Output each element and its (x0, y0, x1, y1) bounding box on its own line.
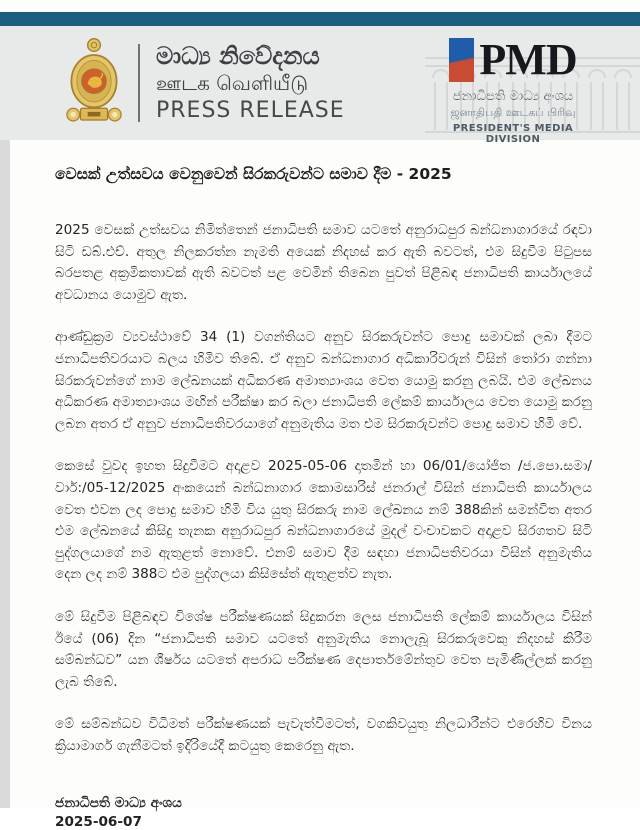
pmd-name-sinhala: ජනාධිපති මාධ්‍ය අංශය (452, 89, 574, 104)
letterhead (0, 26, 640, 145)
header-divider (138, 44, 140, 122)
release-date: 2025-06-07 (55, 814, 142, 830)
pmd-name-tamil: ஜனாதிபதி ஊடகப் பிரிவு (450, 106, 576, 119)
press-release-label-english: PRESS RELEASE (156, 97, 345, 123)
pmd-name-english: PRESIDENT'S MEDIA DIVISION (452, 123, 574, 145)
pmd-logo-mark-icon (449, 38, 474, 82)
press-release-title-block (156, 42, 345, 124)
sri-lanka-emblem-icon (66, 36, 122, 130)
pmd-logo-block (438, 35, 588, 145)
signature-line: ජනාධිපති මාධ්‍ය අංශය (55, 795, 182, 812)
paragraph-2: ආණ්ඩුක්‍රම ව්‍යවස්ථාවේ 34 (1) වගන්තියට අනුව සිරකරුවන්ට පොදු සමාවක් ලබා දීමට ජනාධිපතිවරයාට බලය හිමිව තිබේ. ඒ අනුව බන්ධනාගාර අධිකාරිවරුන් විසින් තෝරා ගන්නා සිරකරුවන්ගේ නාම ලේඛනයක් අධිකරණ අමාත්‍යාංශය වෙත යොමු කරනු ලබයි. එම ලේඛනය අධිකරණ අමාත්‍යාංශය මඟින් පරීක්ෂා කර බලා ජනාධිපති ලේකම් කාර්යාලය වෙත යොමු කරනු ලබන අතර ඒ අනුව ජනාධිපතිවරයාගේ අනුමැතිය මත එම සිරකරුවන්ට පොදු සමාව හිමි වේ. (55, 329, 592, 432)
document-title: වෙසක් උත්සවය වෙනුවෙන් සිරකරුවන්ට සමාව දීම - 2025 (55, 165, 452, 183)
press-release-label-tamil: ஊடக வெளியீடு (156, 71, 309, 96)
top-margin-strip (0, 0, 640, 12)
paragraph-3: කෙසේ වුවද ඉහත සිදුවීමට අදාළව 2025-05-06 දාතමින් හා 06/01/යෝජිත /ජ.පො.සමා/වාර්:/05-12/2025 අංකයෙන් බන්ධනාගාර කොමසාරිස් ජනරාල් විසින් ජනාධිපති කාර්යාලය වෙත එවන ලද පොදු සමාව හිමි විය යුතු සිරකරු නාම ලේඛනය නම් 388කින් සමන්විත අතර එම ලේඛනයේ කිසිදු තැනක අනුරාධපුර බන්ධනාගාරයේ මුදල් වංචාවකට අදාළව සිරගතව සිටි පුද්ගලයාගේ නම ඇතුළත් නොවේ. එනම් සමාව දීම සඳහා ජනාධිපතිවරයා විසින් අනුමැතිය දෙන ලද නම් 388ට එම පුද්ගලයා කිසිසේත් ඇතුළත්ව නැත. (55, 458, 592, 583)
header-accent-bar (0, 12, 640, 26)
document-body (0, 140, 640, 830)
pmd-logo-row (438, 35, 588, 84)
paragraph-4: මේ සිදුවීම පිළිබඳව විශේෂ පරීක්ෂණයක් සිදුකරන ලෙස ජනාධිපති ලේකම් කාර්යාලය විසින් ඊයේ (06) දින “ජනාධිපති සමාව යටතේ අනුමැතිය නොලැබූ සිරකරුවෙකු නිදහස් කිරීම සම්බන්ධව” යන ශීර්ෂය යටතේ අපරාධ පරීක්ෂණ දෙපාර්තමේන්තුව වෙත පැමිණිල්ලක් කරනු ලැබ තිබේ. (55, 608, 592, 690)
paragraph-5: මේ සම්බන්ධව විධිමත් පරීක්ෂණයක් පැවැත්වීමටත්, වගකිවයුතු නිලධාරීන්ට එරෙහිව විනය ක්‍රියාමාර්ග ගැනීමටත් ඉදිරියේදී කටයුතු කෙරෙනු ඇත. (55, 716, 592, 754)
pmd-acronym: PMD (479, 35, 577, 84)
paragraph-1: 2025 වෙසක් උත්සවය නිමිත්තෙන් ජනාධිපති සමාව යටතේ අනුරාධපුර බන්ධනාගාරයේ රඳවා සිටි ඩබ්.එච්. අතුල නිලකරත්න නැමති අයෙක් නිදහස් කර ඇති බවටත්, එම සිදුවීම පිටුපස බරපතළ අක්‍රමිකතාවක් ඇති බවටත් පළ වෙමින් තිබෙන පුවත් පිළිබඳ ජනාධිපති කාර්යාලයේ අවධානය යොමුව ඇත. (55, 222, 592, 303)
press-release-label-sinhala: මාධ්‍ය නිවේදනය (156, 42, 320, 71)
